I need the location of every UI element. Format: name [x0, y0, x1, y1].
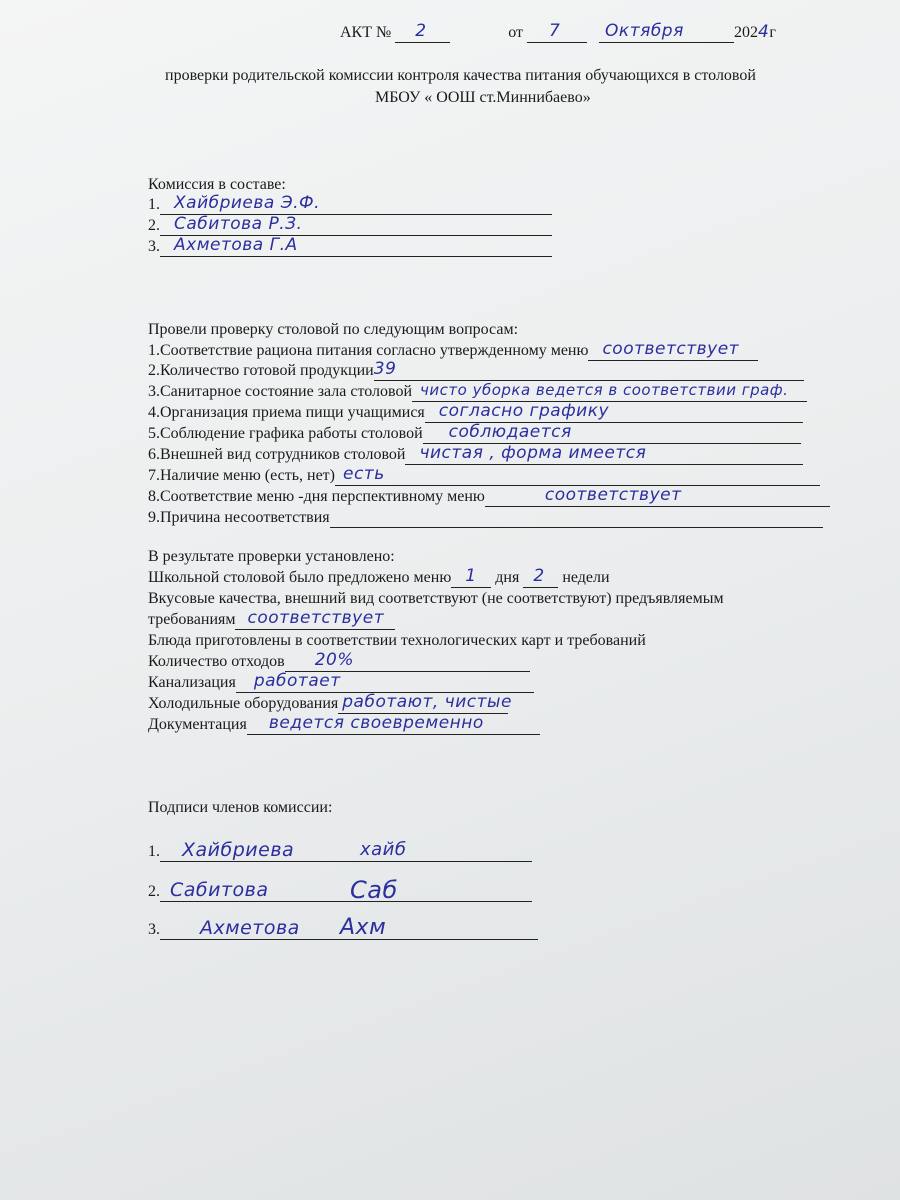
signature-mark: хайб — [360, 839, 407, 860]
check-answer: чисто уборка ведется в соответствии граф. — [420, 381, 789, 399]
check-answer-field — [423, 424, 801, 444]
docs-value: ведется своевременно — [268, 713, 484, 733]
subtitle-line-2: МБОУ « ООШ ст.Миннибаево» — [375, 89, 591, 106]
year-digit: 4 — [758, 22, 770, 42]
signature-name: Ахметова — [200, 917, 300, 939]
docs-line — [148, 715, 540, 735]
signature-field — [160, 915, 538, 940]
member-name: Хайбриева Э.Ф. — [174, 193, 321, 213]
signature-row — [148, 839, 532, 862]
signature-row — [148, 915, 538, 940]
act-label: АКТ № — [340, 24, 392, 41]
waste-label: Количество отходов — [148, 653, 285, 670]
signature-number: 2. — [148, 883, 160, 900]
check-question: 9.Причина несоответствия — [148, 509, 330, 526]
check-answer: есть — [343, 464, 385, 484]
menu-suffix: недели — [562, 569, 610, 586]
check-answer-field — [374, 361, 804, 381]
menu-line — [148, 568, 610, 588]
member-number: 3. — [148, 238, 160, 255]
month: Октября — [605, 21, 684, 41]
member-number: 1. — [148, 196, 160, 213]
requirements-field — [235, 610, 395, 630]
check-answer-field — [335, 466, 820, 486]
month-field — [599, 23, 734, 43]
check-item — [148, 445, 803, 465]
taste-line: Вкусовые качества, внешний вид соответствуют (не соответствуют) предъявляемым — [148, 590, 724, 607]
check-answer: 39 — [373, 359, 397, 379]
subtitle-line-1: проверки родительской комиссии контроля качества питания обучающихся в столовой — [165, 67, 756, 84]
check-question: 7.Наличие меню (есть, нет) — [148, 467, 335, 484]
result-label: В результате проверки установлено: — [148, 548, 395, 565]
check-answer-field — [588, 341, 758, 361]
docs-label: Документация — [148, 716, 247, 733]
sewer-value: работает — [253, 671, 341, 691]
check-answer-field — [425, 403, 803, 423]
check-item — [148, 382, 807, 402]
check-item — [148, 403, 803, 423]
check-item — [148, 341, 758, 361]
commission-label: Комиссия в составе: — [148, 176, 286, 193]
check-question: 6.Внешней вид сотрудников столовой — [148, 446, 406, 463]
docs-field — [247, 715, 540, 735]
signature-row — [148, 876, 532, 904]
sewer-label: Канализация — [148, 674, 236, 691]
from-label: от — [508, 24, 524, 41]
requirements-answer: соответствует — [247, 608, 385, 628]
year-suffix: г — [769, 24, 776, 41]
signatures-label: Подписи членов комиссии: — [148, 799, 333, 816]
check-answer: соблюдается — [448, 422, 572, 442]
check-answer-field — [405, 445, 803, 465]
waste-line — [148, 652, 530, 672]
year-prefix: 202 — [734, 24, 759, 41]
day-field — [527, 23, 587, 43]
check-question: 8.Соответствие меню -дня перспективному меню — [148, 488, 485, 505]
sewer-field — [236, 673, 534, 693]
check-answer: согласно графику — [438, 401, 610, 421]
member-name: Ахметова Г.А — [174, 235, 298, 255]
check-answer: чистая , форма имеется — [419, 443, 647, 463]
check-item — [148, 424, 801, 444]
commission-member — [148, 237, 552, 257]
check-answer-field — [412, 382, 807, 402]
signature-mark: Ахм — [340, 915, 387, 940]
check-item — [148, 361, 804, 381]
signature-field — [160, 876, 532, 904]
member-name: Сабитова Р.З. — [174, 214, 303, 234]
menu-prefix: Школьной столовой было предложено меню — [148, 569, 452, 586]
act-number: 2 — [415, 21, 427, 41]
signature-field — [160, 839, 532, 862]
waste-value: 20% — [314, 650, 354, 670]
signature-name: Хайбриева — [182, 839, 295, 861]
act-header — [340, 22, 776, 43]
check-question: 5.Соблюдение графика работы столовой — [148, 425, 423, 442]
menu-day: 1 — [465, 566, 477, 586]
check-answer: соответствует — [602, 339, 740, 359]
signature-number: 1. — [148, 843, 160, 860]
fridge-label: Холодильные оборудования — [148, 695, 339, 712]
signature-number: 3. — [148, 921, 160, 938]
check-label: Провели проверку столовой по следующим вопросам: — [148, 321, 519, 338]
member-field — [160, 216, 552, 236]
member-field — [160, 237, 552, 257]
check-item — [148, 466, 820, 486]
commission-member — [148, 216, 552, 236]
menu-week: 2 — [533, 566, 545, 586]
check-answer: соответствует — [544, 485, 682, 505]
menu-mid: дня — [495, 569, 520, 586]
check-answer-field — [485, 487, 830, 507]
requirements-label: требованиям — [148, 611, 236, 628]
check-item — [148, 487, 830, 507]
check-question: 3.Санитарное состояние зала столовой — [148, 383, 413, 400]
signature-name: Сабитова — [170, 879, 269, 901]
member-field — [160, 195, 552, 215]
fridge-value: работают, чистые — [342, 692, 512, 712]
menu-day-field — [451, 568, 491, 588]
check-question: 1.Соответствие рациона питания согласно утвержденному меню — [148, 342, 589, 359]
signature-mark: Саб — [350, 876, 398, 904]
day: 7 — [549, 21, 561, 41]
commission-member — [148, 195, 552, 215]
fridge-line — [148, 692, 512, 714]
menu-week-field — [523, 568, 558, 588]
check-question: 4.Организация приема пищи учащимися — [148, 404, 425, 421]
check-item — [148, 508, 823, 528]
requirements-line — [148, 610, 395, 630]
act-number-field — [395, 23, 450, 43]
fridge-field — [338, 692, 512, 714]
waste-field — [285, 652, 530, 672]
dishes-line: Блюда приготовлены в соответствии технологических карт и требований — [148, 632, 646, 649]
member-number: 2. — [148, 217, 160, 234]
sewer-line — [148, 673, 534, 693]
check-question: 2.Количество готовой продукции — [148, 362, 374, 379]
check-answer-field — [330, 508, 823, 528]
